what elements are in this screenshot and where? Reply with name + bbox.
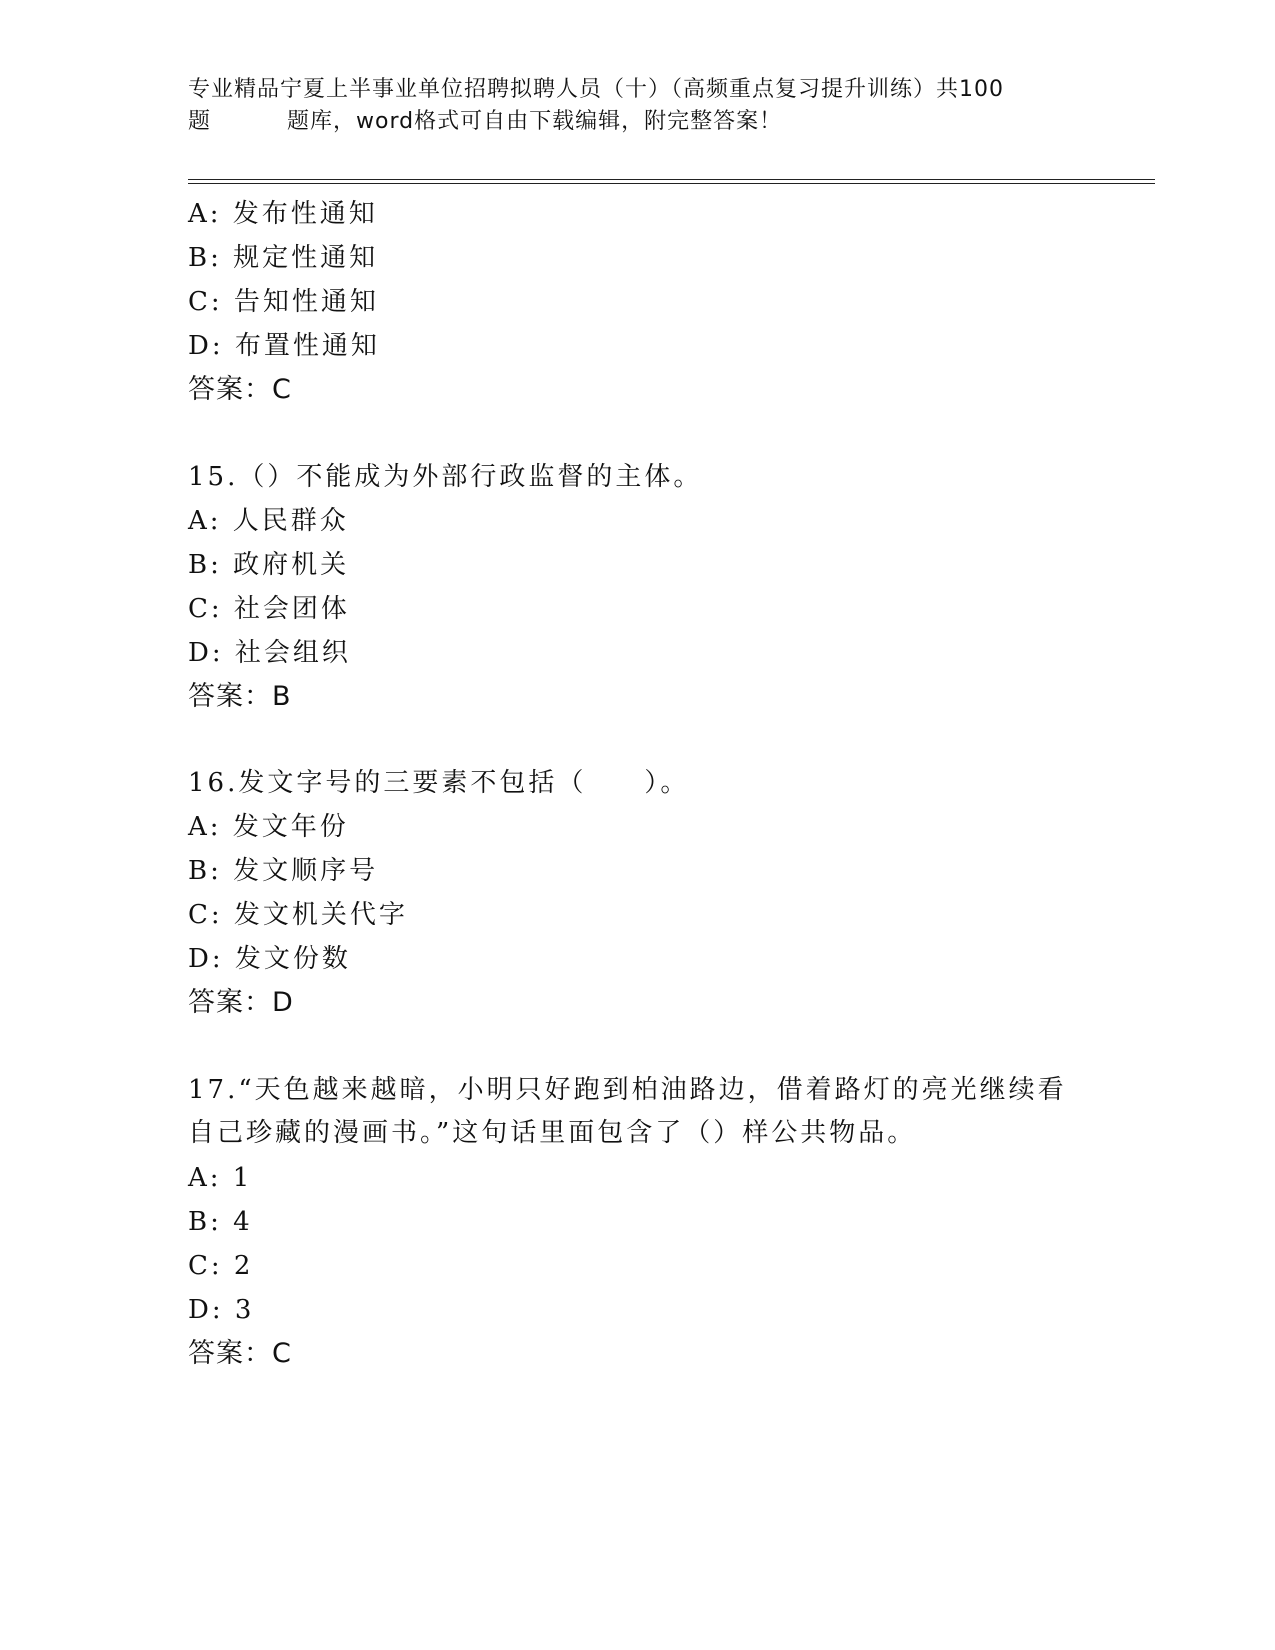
q15-option-c: C: 社会团体 — [188, 594, 350, 624]
q14-option-a: A: 发布性通知 — [188, 199, 378, 229]
q17-stem-line-1: 17.“天色越来越暗，小明只好跑到柏油路边，借着路灯的亮光继续看 — [188, 1075, 1067, 1105]
q16-stem: 16.发文字号的三要素不包括（ ）。 — [188, 768, 690, 798]
q16-option-c: C: 发文机关代字 — [188, 900, 408, 930]
q15-option-b: B: 政府机关 — [188, 550, 350, 580]
q15-option-a: A: 人民群众 — [188, 506, 349, 536]
q17-stem-line-2: 自己珍藏的漫画书。”这句话里面包含了（）样公共物品。 — [188, 1118, 917, 1148]
q17-option-c: C: 2 — [188, 1251, 254, 1281]
q17-option-a: A: 1 — [188, 1163, 253, 1193]
q17-option-d: D: 3 — [188, 1295, 255, 1325]
q16-option-b: B: 发文顺序号 — [188, 856, 379, 886]
header-title-line-2 — [188, 106, 1088, 138]
header-title-line-1: 专业精品宁夏上半事业单位招聘拟聘人员（十）（高频重点复习提升训练）共100 — [188, 77, 1004, 102]
q14-answer: 答案：C — [188, 374, 292, 405]
header-divider-top — [188, 179, 1155, 180]
header-line-2-left: 题 — [188, 109, 212, 134]
q17-option-b: B: 4 — [188, 1207, 253, 1237]
q16-option-d: D: 发文份数 — [188, 944, 351, 974]
document-header — [188, 74, 1088, 138]
q16-answer: 答案：D — [188, 987, 294, 1018]
q15-option-d: D: 社会组织 — [188, 638, 351, 668]
header-line-2-right: 题库，word格式可自由下载编辑，附完整答案！ — [287, 109, 783, 134]
q17-answer: 答案：C — [188, 1338, 292, 1369]
q16-option-a: A: 发文年份 — [188, 812, 349, 842]
q14-option-c: C: 告知性通知 — [188, 287, 379, 317]
header-divider-bottom — [188, 183, 1155, 184]
q14-option-d: D: 布置性通知 — [188, 331, 380, 361]
q15-answer: 答案：B — [188, 681, 292, 712]
q14-option-b: B: 规定性通知 — [188, 243, 379, 273]
q15-stem: 15.（）不能成为外部行政监督的主体。 — [188, 462, 703, 492]
